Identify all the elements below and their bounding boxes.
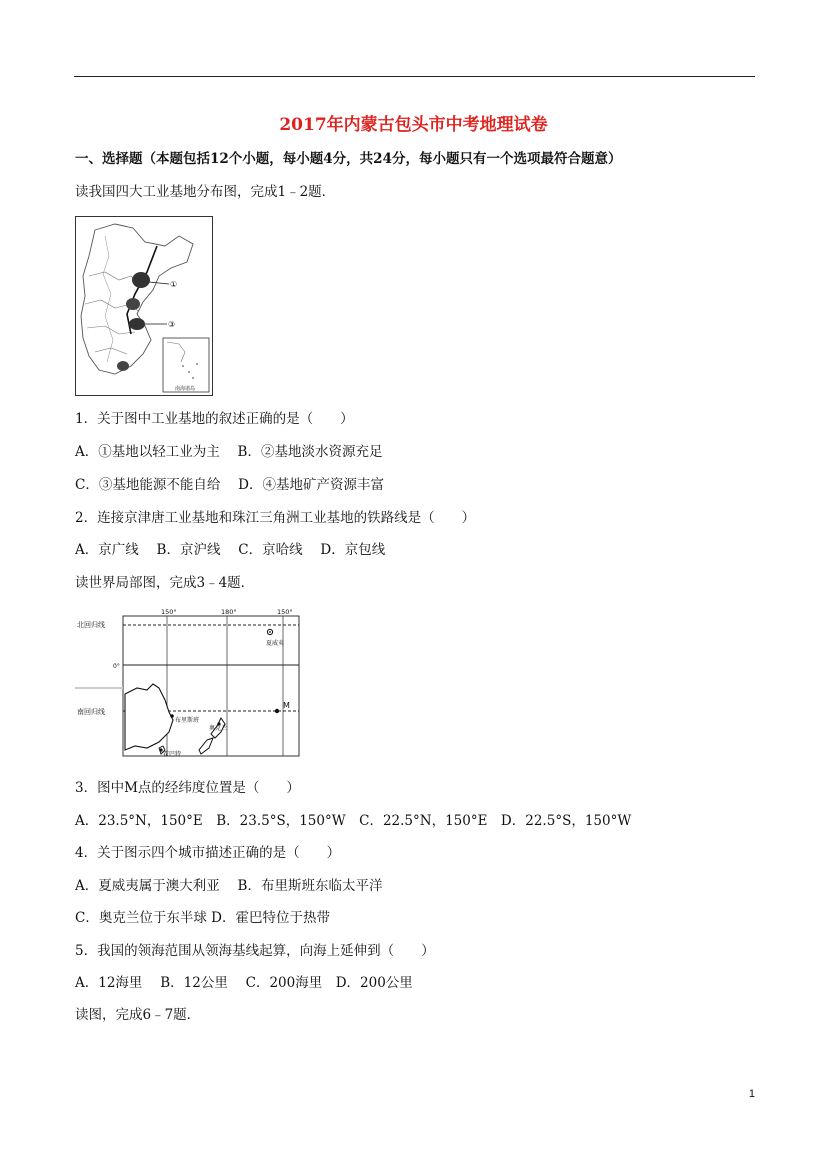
section-heading: 一、选择题（本题包括12个小题，每小题4分，共24分，每小题只有一个选项最符合题意）: [75, 151, 622, 167]
page-number: 1: [748, 1088, 755, 1100]
q5-stem: 5．我国的领海范围从领海基线起算，向海上延伸到（ ）: [75, 943, 435, 959]
china-industrial-map: [75, 216, 213, 396]
tropic-north-label: 北回归线: [77, 621, 105, 629]
q5-options: A．12海里 B．12公里 C．200海里 D．200公里: [75, 975, 413, 991]
q4-options-cd: C．奥克兰位于东半球 D．霍巴特位于热带: [75, 910, 330, 926]
hawaii-label: 夏威夷: [266, 640, 285, 647]
hobart-label: 霍巴特: [163, 751, 182, 758]
q1-options-cd: C．③基地能源不能自给 D．④基地矿产资源丰富: [75, 477, 384, 493]
q1-options-ab: A．①基地以轻工业为主 B．②基地淡水资源充足: [75, 444, 383, 460]
q1-stem: 1．关于图中工业基地的叙述正确的是（ ）: [75, 411, 354, 427]
q2-options: A．京广线 B．京沪线 C．京哈线 D．京包线: [75, 542, 386, 558]
q2-stem: 2．连接京津唐工业基地和珠江三角洲工业基地的铁路线是（ ）: [75, 510, 476, 526]
q4-stem: 4．关于图示四个城市描述正确的是（ ）: [75, 845, 341, 861]
auckland-label: 奥克兰: [209, 725, 228, 732]
world-partial-map: [75, 608, 303, 758]
inset-label: 南海诸岛: [175, 386, 196, 392]
brisbane-label: 布里斯班: [175, 717, 200, 724]
tropic-south-label: 南回归线: [77, 708, 105, 716]
q3-stem: 3．图中M点的经纬度位置是（ ）: [75, 780, 300, 796]
q3-options: A．23.5°N，150°E B．23.5°S，150°W C．22.5°N，150°E D．22.5°S，150°W: [75, 813, 632, 829]
base-label-1: ①: [170, 280, 178, 289]
equator-label: 0°: [113, 663, 120, 670]
lon-label-150w: 150°: [277, 608, 293, 616]
lon-label-180: 180°: [221, 608, 237, 616]
intro-q1-2: 读我国四大工业基地分布图，完成1﹣2题．: [75, 184, 336, 200]
intro-q3-4: 读世界局部图，完成3﹣4题．: [75, 575, 255, 591]
q4-options-ab: A．夏威夷属于澳大利亚 B．布里斯班东临太平洋: [75, 878, 383, 894]
base-label-3: ③: [168, 320, 176, 329]
point-m-label: M: [283, 701, 290, 710]
header-rule: [74, 76, 755, 77]
page-title: 2017年内蒙古包头市中考地理试卷: [279, 115, 548, 135]
lon-label-150e: 150°: [161, 608, 177, 616]
intro-q6-7: 读图，完成6﹣7题．: [75, 1007, 201, 1023]
